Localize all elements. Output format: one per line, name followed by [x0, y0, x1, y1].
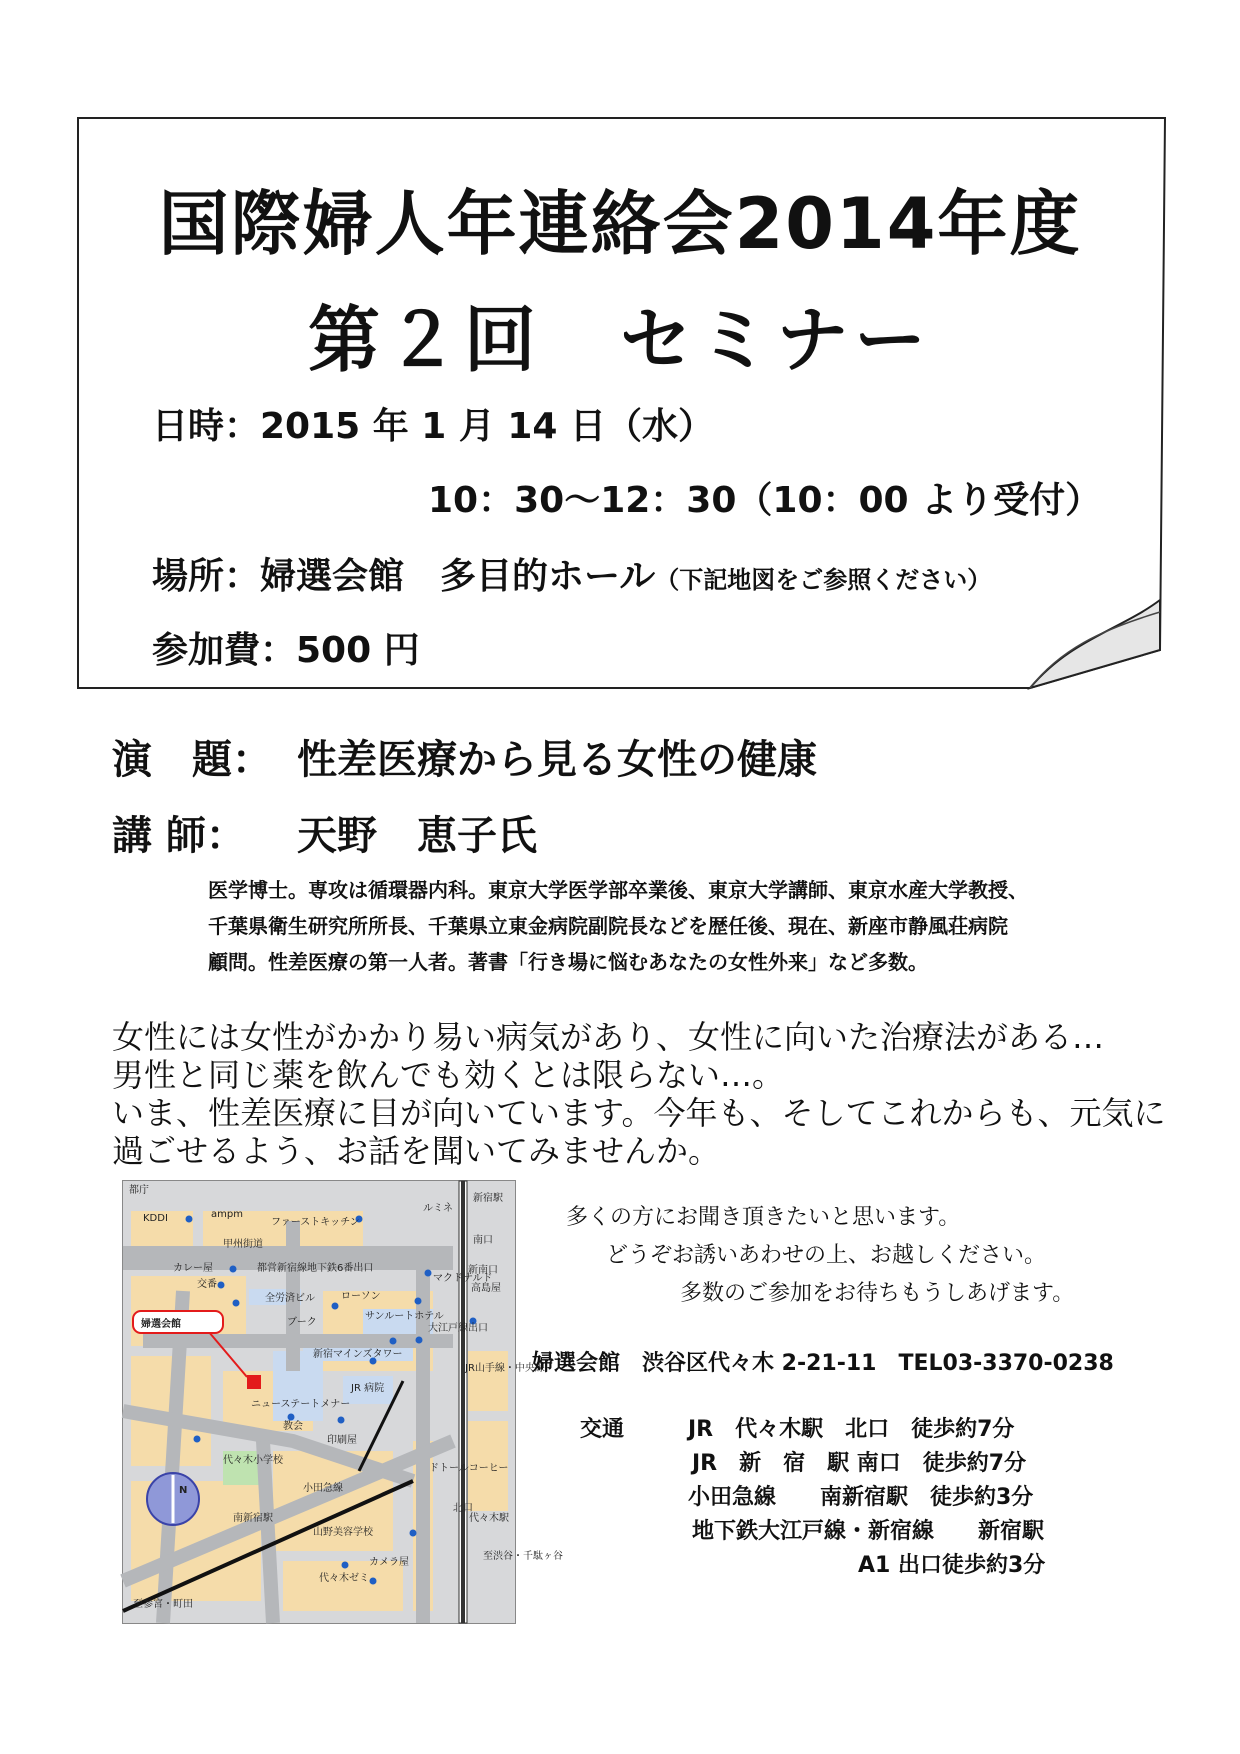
speaker-row — [112, 804, 537, 861]
map-label-takashimaya: 高島屋 — [471, 1283, 501, 1294]
map-label-fusen-kaikan: 婦選会館 — [141, 1319, 181, 1330]
map-label-yoyogi-school: 代々木小学校 — [223, 1455, 283, 1466]
poi-dot — [370, 1578, 377, 1585]
venue-name: 場所：婦選会館 多目的ホール — [152, 556, 656, 597]
speaker-label: 講 師： — [112, 813, 246, 859]
map-label-book: ブーク — [287, 1317, 317, 1328]
message-line: 過ごせるよう、お話を聞いてみませんか。 — [112, 1132, 721, 1170]
event-fee: 参加費：500 円 — [152, 630, 420, 671]
map-label-shinjuku-eki: 新宿駅 — [473, 1193, 503, 1204]
invite-line: どうぞお誘いあわせの上、お越しください。 — [606, 1243, 1047, 1268]
map-label-curry: カレー屋 — [173, 1263, 213, 1274]
map-label-tocho: 都庁 — [129, 1185, 149, 1196]
access-map — [122, 1180, 563, 1624]
poi-dot — [194, 1436, 201, 1443]
access-line: JR 代々木駅 北口 徒歩約7分 — [688, 1417, 1015, 1442]
access-line: 小田急線 南新宿駅 徒歩約3分 — [688, 1485, 1034, 1510]
map-label-kitaguchi: 北口 — [453, 1503, 473, 1514]
map-label-mynd-tower: 新宿マインズタワー — [313, 1349, 403, 1360]
map-label-zenrosai: 全労済ビル — [265, 1293, 315, 1304]
map-label-mcdonalds: マクドナルド — [433, 1273, 493, 1284]
poi-dot — [425, 1270, 432, 1277]
poi-dot — [338, 1417, 345, 1424]
north-label: N — [179, 1485, 188, 1496]
map-label-sunroute: サンルートホテル — [365, 1311, 444, 1322]
topic-text: 性差医療から見る女性の健康 — [297, 737, 817, 783]
event-time: 10：30～12：30（10：00 より受付） — [428, 480, 1102, 521]
poi-dot — [233, 1300, 240, 1307]
poi-dot — [186, 1216, 193, 1223]
map-label-yamano: 山野美容学校 — [313, 1527, 373, 1538]
poi-dot — [230, 1266, 237, 1273]
map-label-camera: カメラ屋 — [369, 1557, 409, 1568]
map-label-koshu-kaido: 甲州街道 — [223, 1239, 263, 1250]
map-label-oedo-exit: 大江戸線出口 — [428, 1323, 488, 1334]
map-label-doutor: ドトールコーヒー — [429, 1463, 509, 1474]
map-label-printer: 印刷屋 — [327, 1435, 357, 1446]
map-label-toei-exit: 都営新宿線地下鉄6番出口 — [257, 1263, 374, 1274]
speaker-bio-line: 顧問。性差医療の第一人者。著書「行き場に悩むあなたの女性外来」など多数。 — [208, 950, 928, 974]
poi-dot — [342, 1562, 349, 1569]
venue-marker — [247, 1375, 261, 1389]
access-line: JR 新 宿 駅 南口 徒歩約7分 — [692, 1451, 1027, 1476]
message-line: いま、性差医療に目が向いています。今年も、そしてこれからも、元気に — [112, 1094, 1166, 1132]
access-line: 地下鉄大江戸線・新宿線 新宿駅 — [692, 1519, 1045, 1544]
map-label-new-state: ニューステートメナー — [251, 1399, 351, 1410]
map-label-sendagaya: 至渋谷・千駄ヶ谷 — [483, 1551, 563, 1562]
event-venue — [152, 548, 991, 599]
map-label-to-sangubashi: 至参宮・町田 — [133, 1599, 193, 1610]
poi-dot — [390, 1338, 397, 1345]
poi-dot — [218, 1282, 225, 1289]
map-label-minamiguchi: 南口 — [473, 1235, 493, 1246]
speaker-name: 天野 恵子氏 — [297, 813, 537, 859]
poi-dot — [416, 1337, 423, 1344]
poi-dot — [410, 1530, 417, 1537]
map-label-first-kitchen: ファーストキッチン — [271, 1217, 360, 1228]
map-label-yoyogi-eki: 代々木駅 — [469, 1513, 509, 1524]
poi-dot — [288, 1414, 295, 1421]
topic-label: 演 題： — [112, 737, 272, 783]
map-label-ampm: ampm — [211, 1209, 243, 1220]
map-label-shin-minamiguchi: 新南口 — [468, 1265, 498, 1276]
map-label-odakyu: 小田急線 — [303, 1483, 343, 1494]
poi-dot — [332, 1303, 339, 1310]
access-label: 交通 — [580, 1417, 625, 1442]
map-block — [283, 1561, 403, 1611]
speaker-bio-line: 医学博士。専攻は循環器内科。東京大学医学部卒業後、東京大学講師、東京水産大学教授、 — [208, 878, 1028, 902]
map-label-lawson: ローソン — [341, 1291, 381, 1302]
venue-note: （下記地図をご参照ください） — [655, 566, 992, 594]
map-label-yoyogi-seminar: 代々木ゼミ — [319, 1573, 369, 1584]
invite-line: 多数のご参加をお待ちもうしあげます。 — [680, 1281, 1075, 1306]
speaker-bio-line: 千葉県衛生研究所所長、千葉県立東金病院副院長などを歴任後、現在、新座市静風荘病院 — [208, 914, 1008, 938]
event-subtitle: 第２回 セミナー — [307, 298, 932, 382]
event-date: 日時：2015 年 1 月 14 日（水） — [152, 406, 715, 447]
invite-line: 多くの方にお聞き頂きたいと思います。 — [566, 1205, 961, 1230]
map-label-lumine: ルミネ — [423, 1203, 453, 1214]
map-railway-track — [461, 1181, 465, 1623]
message-line: 女性には女性がかかり易い病気があり、女性に向いた治療法がある… — [112, 1018, 1105, 1056]
map-block — [468, 1351, 508, 1411]
map-road — [263, 1441, 273, 1623]
venue-address: 婦選会館 渋谷区代々木 2-21-11 TEL03-3370-0238 — [532, 1351, 1114, 1376]
message-line: 男性と同じ薬を飲んでも効くとは限らない…。 — [112, 1056, 785, 1094]
map-label-church: 教会 — [283, 1421, 303, 1432]
topic-row — [112, 728, 817, 785]
map-label-jr-hospital: JR 病院 — [351, 1383, 385, 1394]
map-label-kddi: KDDI — [143, 1213, 168, 1224]
access-line: A1 出口徒歩約3分 — [858, 1553, 1046, 1578]
map-label-koban: 交番 — [197, 1279, 217, 1290]
map-label-minami-shinjuku: 南新宿駅 — [233, 1513, 273, 1524]
map-label-jr-yamanote: JR山手線・中央線 — [465, 1363, 545, 1374]
event-title: 国際婦人年連絡会2014年度 — [158, 183, 1082, 265]
poi-dot — [415, 1298, 422, 1305]
